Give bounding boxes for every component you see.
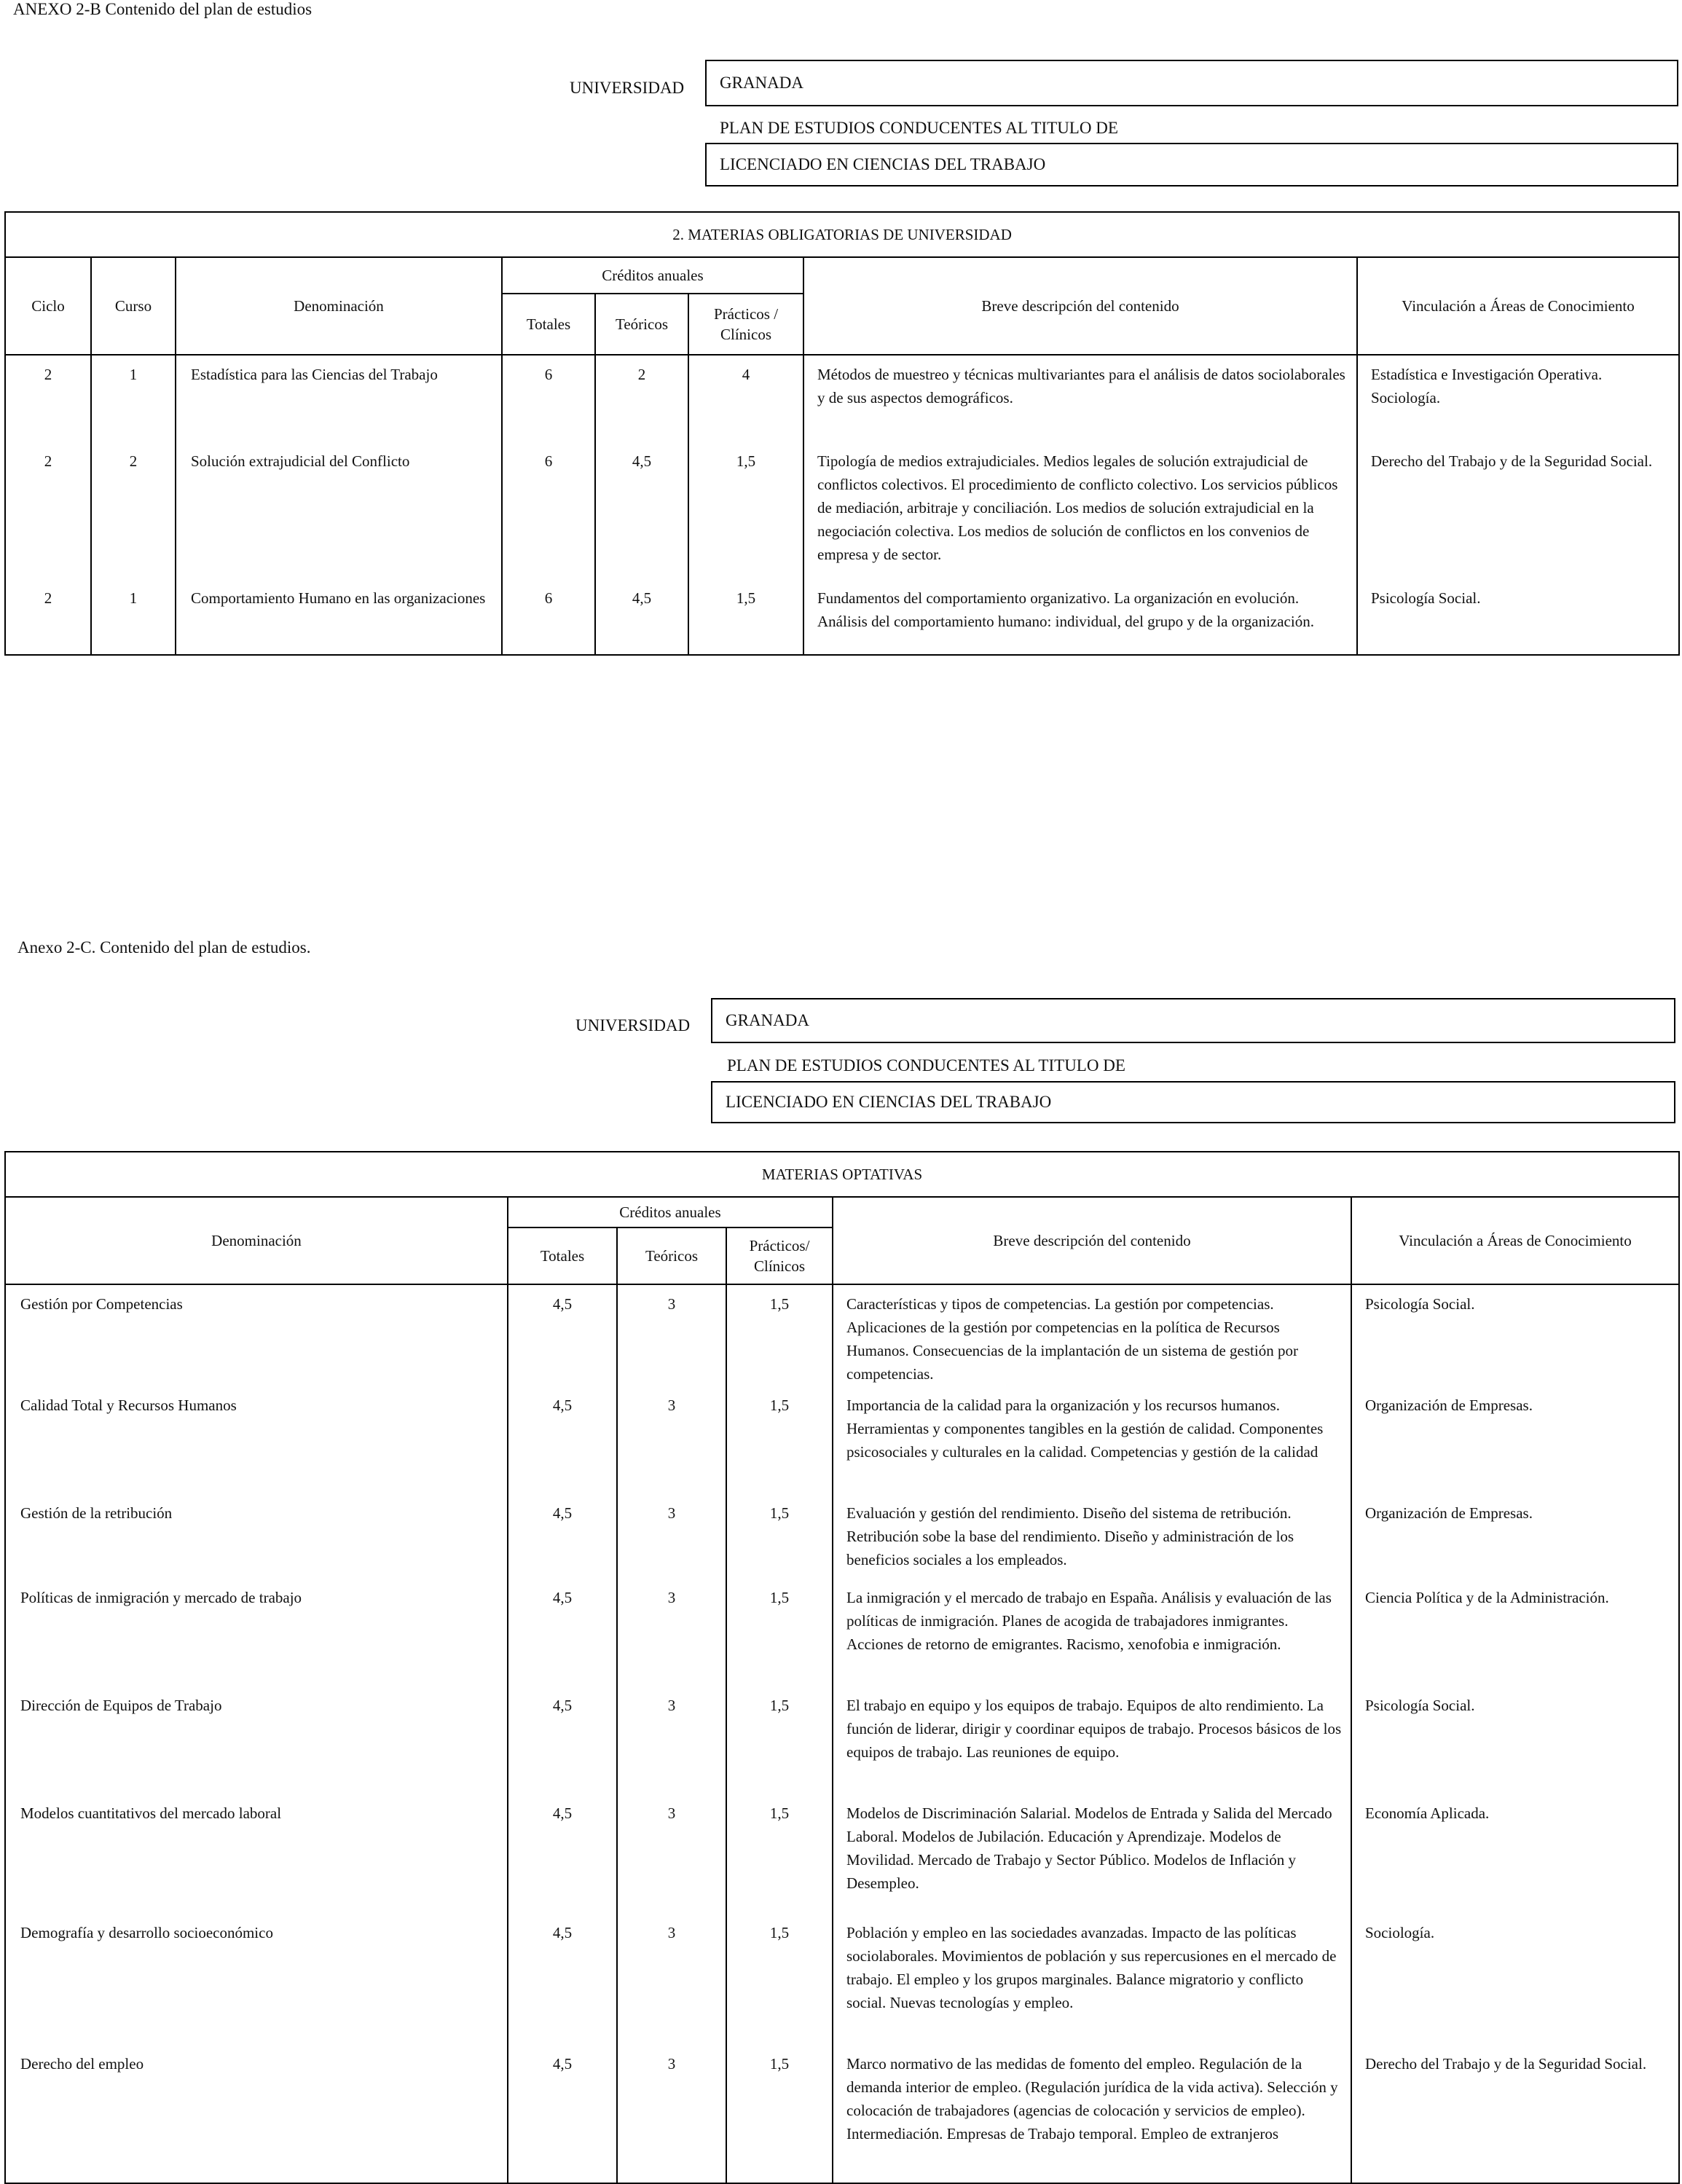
header-totales: Totales (502, 294, 595, 355)
cell-denominacion: Derecho del empleo (5, 2045, 508, 2183)
cell-denominacion: Gestión de la retribución (5, 1494, 508, 1579)
cell-descripcion: Características y tipos de competencias. La gestión por competencias. Aplicaciones de la gestión por competencias en la política de Recursos Humanos. Consecuencias de la implantación de un sistema de gestión por competencias. (833, 1284, 1351, 1386)
cell-denominacion: Comportamiento Humano en las organizaciones (176, 579, 502, 655)
cell-totales: 4,5 (508, 1579, 617, 1686)
annex-c-title-value: LICENCIADO EN CIENCIAS DEL TRABAJO (726, 1093, 1052, 1111)
cell-practicos: 1,5 (688, 442, 803, 579)
cell-totales: 4,5 (508, 1794, 617, 1914)
cell-vinculacion: Organización de Empresas. (1351, 1494, 1679, 1579)
cell-practicos: 1,5 (726, 1914, 833, 2045)
header-totales: Totales (508, 1227, 617, 1284)
cell-totales: 4,5 (508, 1686, 617, 1794)
header-practicos: Prácticos/ Clínicos (726, 1227, 833, 1284)
table-row (5, 1914, 1679, 2045)
cell-descripcion: Modelos de Discriminación Salarial. Modelos de Entrada y Salida del Mercado Laboral. Modelos de Jubilación. Educación y Aprendizaje. Modelos de Movilidad. Mercado de Trabajo y Sector Público. Modelos de Inflación y Desempleo. (833, 1794, 1351, 1914)
cell-vinculacion: Estadística e Investigación Operativa. Sociología. (1357, 355, 1679, 442)
header-vinculacion: Vinculación a Áreas de Conocimiento (1357, 257, 1679, 355)
cell-vinculacion: Derecho del Trabajo y de la Seguridad Social. (1351, 2045, 1679, 2183)
annex-b-universidad-label: UNIVERSIDAD (570, 79, 685, 97)
cell-teoricos: 3 (617, 1794, 726, 1914)
header-teoricos: Teóricos (617, 1227, 726, 1284)
table-row (5, 355, 1679, 442)
cell-teoricos: 3 (617, 1386, 726, 1494)
cell-vinculacion: Psicología Social. (1357, 579, 1679, 655)
table-row (5, 579, 1679, 655)
cell-ciclo: 2 (5, 355, 91, 442)
cell-practicos: 1,5 (726, 1794, 833, 1914)
cell-descripcion: La inmigración y el mercado de trabajo en España. Análisis y evaluación de las políticas de inmigración. Planes de acogida de trabajadores inmigrantes. Acciones de retorno de emigrantes. Racismo, xenofobia e inmigración. (833, 1579, 1351, 1686)
cell-descripcion: Importancia de la calidad para la organización y los recursos humanos. Herramientas y componentes tangibles en la gestión de calidad. Componentes psicosociales y culturales en la calidad. Competencias y gestión de la calidad (833, 1386, 1351, 1494)
header-vinculacion: Vinculación a Áreas de Conocimiento (1351, 1197, 1679, 1284)
header-descripcion: Breve descripción del contenido (833, 1197, 1351, 1284)
cell-curso: 1 (91, 579, 176, 655)
cell-denominacion: Calidad Total y Recursos Humanos (5, 1386, 508, 1494)
table-row (5, 442, 1679, 579)
cell-denominacion: Modelos cuantitativos del mercado laboral (5, 1794, 508, 1914)
cell-denominacion: Estadística para las Ciencias del Trabajo (176, 355, 502, 442)
cell-practicos: 1,5 (726, 1386, 833, 1494)
cell-denominacion: Demografía y desarrollo socioeconómico (5, 1914, 508, 2045)
cell-denominacion: Dirección de Equipos de Trabajo (5, 1686, 508, 1794)
annex-b-universidad-value: GRANADA (720, 74, 803, 92)
header-ciclo: Ciclo (5, 257, 91, 355)
cell-denominacion: Solución extrajudicial del Conflicto (176, 442, 502, 579)
cell-totales: 4,5 (508, 1284, 617, 1386)
annex-c-plan-label: PLAN DE ESTUDIOS CONDUCENTES AL TITULO DE (727, 1056, 1125, 1075)
cell-descripcion: Población y empleo en las sociedades avanzadas. Impacto de las políticas sociolaborales. Movimientos de población y sus repercusiones en el mercado de trabajo. El empleo y los grupos marginales. Balance migratorio y conflicto social. Nuevas tecnologías y empleo. (833, 1914, 1351, 2045)
annex-c-universidad-box (711, 998, 1675, 1043)
cell-teoricos: 4,5 (595, 442, 688, 579)
cell-teoricos: 3 (617, 1494, 726, 1579)
cell-curso: 2 (91, 442, 176, 579)
cell-ciclo: 2 (5, 442, 91, 579)
cell-teoricos: 3 (617, 1284, 726, 1386)
annex-b-title-box (705, 143, 1678, 186)
annex-c-caption: Anexo 2-C. Contenido del plan de estudios. (17, 938, 311, 957)
cell-denominacion: Gestión por Competencias (5, 1284, 508, 1386)
table-row (5, 2045, 1679, 2183)
table-row (5, 1494, 1679, 1579)
annex-c-universidad-label: UNIVERSIDAD (575, 1016, 691, 1034)
cell-denominacion: Políticas de inmigración y mercado de trabajo (5, 1579, 508, 1686)
annex-b-universidad-box (705, 60, 1678, 106)
cell-totales: 4,5 (508, 1914, 617, 2045)
header-practicos: Prácticos / Clínicos (688, 294, 803, 355)
cell-teoricos: 2 (595, 355, 688, 442)
cell-descripcion: Métodos de muestreo y técnicas multivariantes para el análisis de datos sociolaborales y de sus aspectos demográficos. (803, 355, 1357, 442)
table-row (5, 1386, 1679, 1494)
cell-teoricos: 3 (617, 1579, 726, 1686)
header-creditos: Créditos anuales (508, 1197, 833, 1227)
cell-curso: 1 (91, 355, 176, 442)
annex-b-table (4, 211, 1680, 656)
table-row (5, 1579, 1679, 1686)
annex-b-table-title: 2. MATERIAS OBLIGATORIAS DE UNIVERSIDAD (5, 212, 1679, 257)
cell-teoricos: 3 (617, 1686, 726, 1794)
cell-descripcion: Tipología de medios extrajudiciales. Medios legales de solución extrajudicial de conflictos colectivos. El procedimiento de conflicto colectivo. Los servicios públicos de mediación, arbitraje y conciliación. Los medios de solución extrajudicial en la negociación colectiva. Los medios de solución de conflictos en los convenios de empresa y de sector. (803, 442, 1357, 579)
cell-practicos: 1,5 (726, 1284, 833, 1386)
table-row (5, 1284, 1679, 1386)
annex-b-title-value: LICENCIADO EN CIENCIAS DEL TRABAJO (720, 155, 1046, 173)
cell-descripcion: Marco normativo de las medidas de fomento del empleo. Regulación de la demanda interior de empleo. (Regulación jurídica de la vida activa). Selección y colocación de trabajadores (agencias de colocación y servicios de empleo). Intermediación. Empresas de Trabajo temporal. Empleo de extranjeros (833, 2045, 1351, 2183)
header-teoricos: Teóricos (595, 294, 688, 355)
cell-descripcion: Evaluación y gestión del rendimiento. Diseño del sistema de retribución. Retribución sobe la base del rendimiento. Diseño y administración de los beneficios sociales a los empleados. (833, 1494, 1351, 1579)
cell-vinculacion: Derecho del Trabajo y de la Seguridad Social. (1357, 442, 1679, 579)
cell-totales: 4,5 (508, 2045, 617, 2183)
cell-totales: 4,5 (508, 1386, 617, 1494)
cell-teoricos: 3 (617, 2045, 726, 2183)
cell-descripcion: Fundamentos del comportamiento organizativo. La organización en evolución. Análisis del comportamiento humano: individual, del grupo y de la organización. (803, 579, 1357, 655)
cell-practicos: 1,5 (726, 1494, 833, 1579)
cell-ciclo: 2 (5, 579, 91, 655)
header-creditos: Créditos anuales (502, 257, 803, 294)
table-row (5, 1686, 1679, 1794)
cell-teoricos: 4,5 (595, 579, 688, 655)
cell-vinculacion: Organización de Empresas. (1351, 1386, 1679, 1494)
header-denominacion: Denominación (176, 257, 502, 355)
annex-c-title-box (711, 1081, 1675, 1123)
header-curso: Curso (91, 257, 176, 355)
header-descripcion: Breve descripción del contenido (803, 257, 1357, 355)
annex-b-caption: ANEXO 2-B Contenido del plan de estudios (13, 0, 313, 18)
table-row (5, 1794, 1679, 1914)
cell-descripcion: El trabajo en equipo y los equipos de trabajo. Equipos de alto rendimiento. La función de liderar, dirigir y coordinar equipos de trabajo. Procesos básicos de los equipos de trabajo. Las reuniones de equipo. (833, 1686, 1351, 1794)
cell-vinculacion: Economía Aplicada. (1351, 1794, 1679, 1914)
cell-practicos: 1,5 (726, 1579, 833, 1686)
cell-vinculacion: Psicología Social. (1351, 1284, 1679, 1386)
annex-c-table-title: MATERIAS OPTATIVAS (5, 1152, 1679, 1197)
annex-c-universidad-value: GRANADA (726, 1011, 809, 1029)
cell-practicos: 4 (688, 355, 803, 442)
cell-vinculacion: Sociología. (1351, 1914, 1679, 2045)
cell-totales: 4,5 (508, 1494, 617, 1579)
annex-c-table (4, 1151, 1680, 2184)
cell-vinculacion: Ciencia Política y de la Administración. (1351, 1579, 1679, 1686)
cell-vinculacion: Psicología Social. (1351, 1686, 1679, 1794)
cell-practicos: 1,5 (688, 579, 803, 655)
annex-b-plan-label: PLAN DE ESTUDIOS CONDUCENTES AL TITULO DE (720, 119, 1118, 137)
header-denominacion: Denominación (5, 1197, 508, 1284)
cell-totales: 6 (502, 355, 595, 442)
cell-practicos: 1,5 (726, 2045, 833, 2183)
cell-teoricos: 3 (617, 1914, 726, 2045)
cell-totales: 6 (502, 442, 595, 579)
cell-practicos: 1,5 (726, 1686, 833, 1794)
cell-totales: 6 (502, 579, 595, 655)
